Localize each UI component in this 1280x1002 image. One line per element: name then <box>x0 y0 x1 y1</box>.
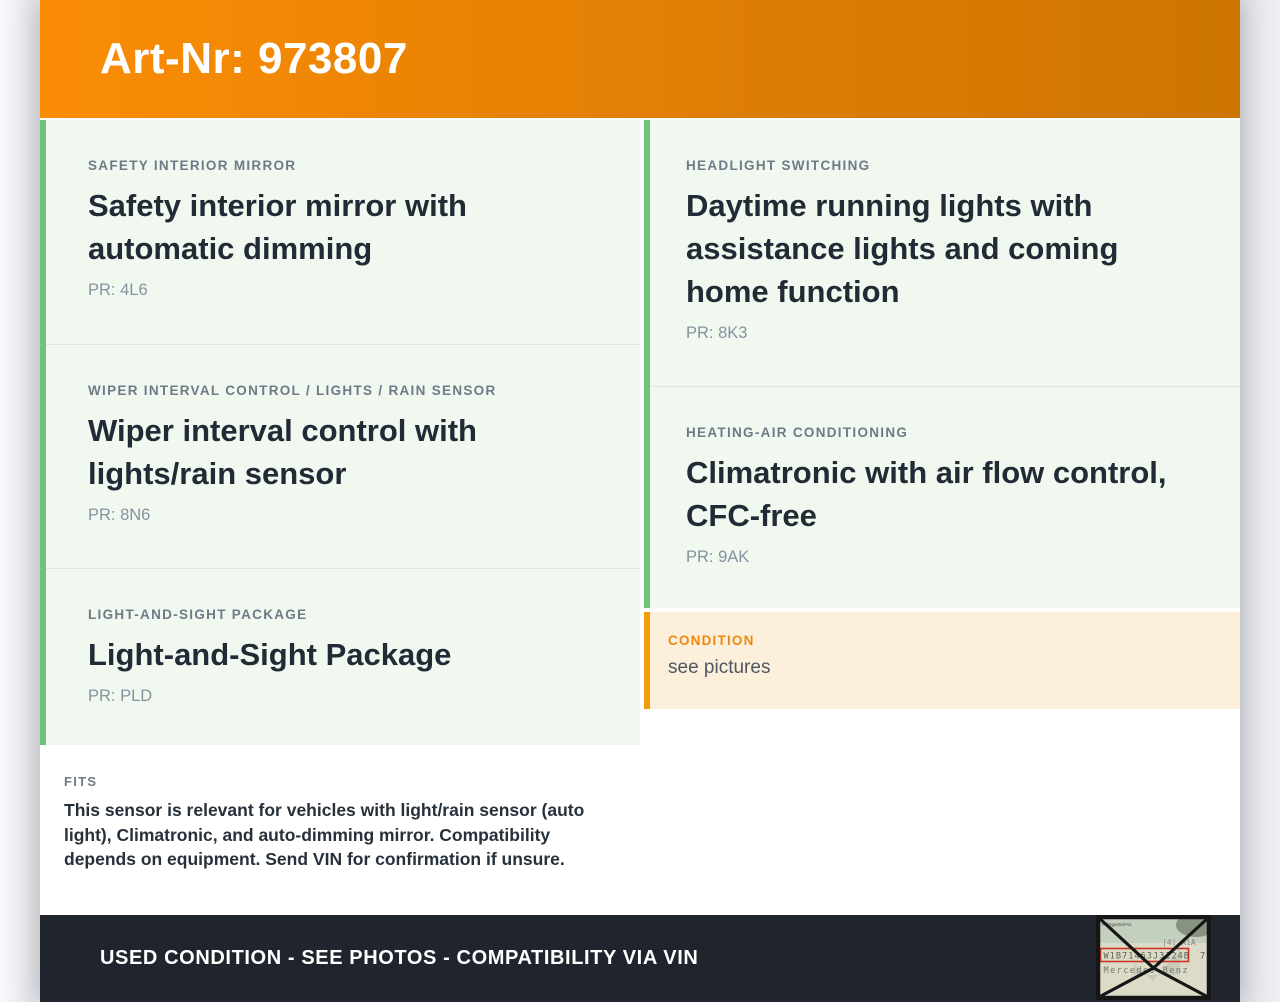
feature-card-light-sight-package <box>46 568 640 745</box>
left-feature-stack <box>40 120 640 745</box>
feature-pr-code: PR: 8N6 <box>88 506 151 524</box>
feature-title: Daytime running lights with assistance lights and coming home function <box>686 188 1119 309</box>
listing-page <box>40 0 1240 1002</box>
vin-plate-photo <box>1096 915 1211 1000</box>
feature-category-label: LIGHT-AND-SIGHT PACKAGE <box>88 607 308 622</box>
feature-category-label: HEATING-AIR CONDITIONING <box>686 425 909 440</box>
feature-title: Safety interior mirror with automatic dimming <box>88 188 467 266</box>
vin-suffix-text: 7 <box>1200 951 1207 962</box>
feature-pr-code: PR: 9AK <box>686 548 750 566</box>
feature-category-label: HEADLIGHT SWITCHING <box>686 158 871 173</box>
feature-title: Climatronic with air flow control, CFC-free <box>686 455 1167 533</box>
condition-value: see pictures <box>668 657 771 678</box>
feature-pr-code: PR: 8K3 <box>686 324 748 342</box>
feature-card-safety-mirror <box>46 120 640 344</box>
vin-number-text: W1B71463J3124B <box>1103 951 1190 962</box>
left-column <box>40 120 640 915</box>
condition-card <box>644 612 1240 709</box>
fits-label: FITS <box>64 774 98 789</box>
right-feature-stack <box>644 120 1240 608</box>
feature-card-climatronic <box>650 386 1240 608</box>
feature-card-headlight-switching <box>650 120 1240 386</box>
feature-category-label: SAFETY INTERIOR MIRROR <box>88 158 297 173</box>
footer-banner-text: USED CONDITION - SEE PHOTOS - COMPATIBILITY VIA VIN <box>100 947 699 969</box>
footer-banner-bar <box>40 915 1240 1002</box>
fits-description: This sensor is relevant for vehicles with light/rain sensor (auto light), Climatronic, and auto-dimming mirror. Compatibility depends on equipment. Send VIN for confirmation if unsure. <box>64 800 585 869</box>
feature-title: Wiper interval control with lights/rain sensor <box>88 413 477 491</box>
fits-card <box>40 753 640 910</box>
article-number-header <box>40 0 1240 118</box>
vin-caption-text: Fahrgestell-Nr. <box>1102 922 1133 927</box>
feature-card-wiper-control <box>46 344 640 568</box>
article-number-title: Art-Nr: 973807 <box>100 34 408 83</box>
feature-pr-code: PR: PLD <box>88 687 153 705</box>
right-column <box>644 120 1240 915</box>
condition-label: CONDITION <box>668 633 755 648</box>
feature-category-label: WIPER INTERVAL CONTROL / LIGHTS / RAIN SENSOR <box>88 383 497 398</box>
feature-title: Light-and-Sight Package <box>88 637 452 672</box>
feature-columns <box>40 120 1240 915</box>
vin-stamp-note-text: |4| AiA <box>1162 938 1196 947</box>
vin-brand-text: Mercedes-Benz <box>1103 966 1189 976</box>
feature-pr-code: PR: 4L6 <box>88 281 148 299</box>
